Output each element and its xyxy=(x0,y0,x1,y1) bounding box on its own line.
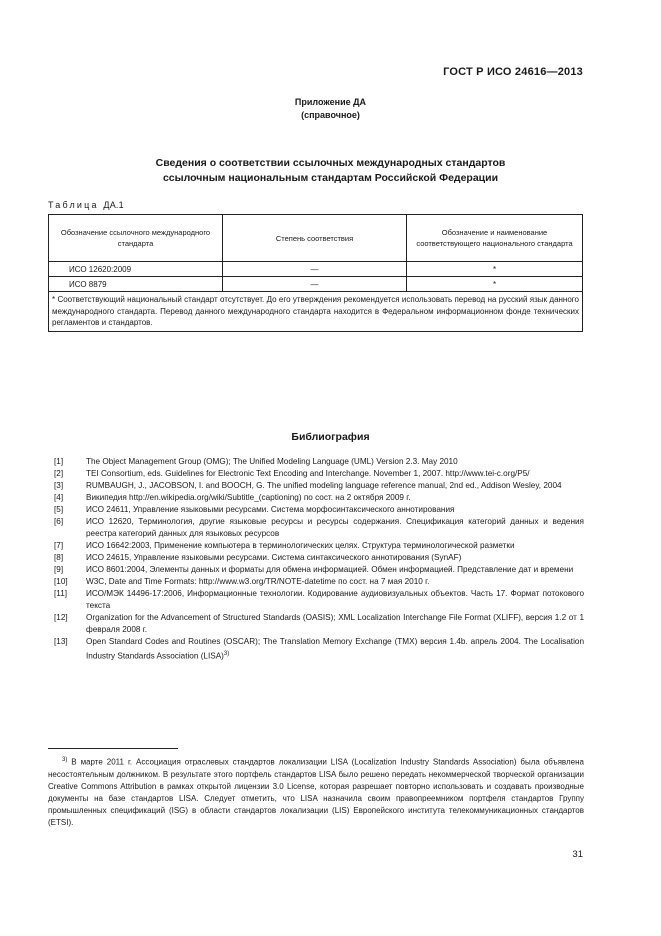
bibliography-item xyxy=(48,516,584,540)
bibliography-text: ИСО 16642:2003, Применение компьютера в терминологических целях. Структура терминологической разметки xyxy=(86,541,515,550)
table-caption-id: ДА.1 xyxy=(103,200,124,210)
bibliography-number: [7] xyxy=(54,541,64,550)
table-header-row xyxy=(49,215,583,262)
footnote-reference: 3) xyxy=(223,651,230,657)
cell-degree: — xyxy=(223,277,407,292)
bibliography-text: ИСО 24611, Управление языковыми ресурсами. Система морфосинтаксического аннотирования xyxy=(86,505,455,514)
bibliography-number: [11] xyxy=(54,589,68,598)
bibliography-number: [9] xyxy=(54,565,64,574)
cell-national: * xyxy=(407,277,583,292)
bibliography-item xyxy=(48,468,584,480)
bibliography-item xyxy=(48,576,584,588)
bibliography-text: ИСО 12620, Терминология, другие языковые ресурсы и ресурсы содержания. Спецификация категорий данных и ведения реестра категорий данных для языковых ресурсов xyxy=(86,517,584,538)
table-note-row xyxy=(49,292,583,332)
cell-designation: ИСО 8879 xyxy=(49,277,223,292)
table-note: * Соответствующий национальный стандарт отсутствует. До его утверждения рекомендуется использовать перевод на русский язык данного международного стандарта. Перевод данного международного стандарта находится в Федеральном информационном фонде технических регламентов и стандартов. xyxy=(49,292,583,332)
footnote xyxy=(48,754,584,829)
page-number: 31 xyxy=(572,849,583,860)
bibliography-item xyxy=(48,636,584,663)
header-national-standard: Обозначение и наименование соответствующего национального стандарта xyxy=(407,215,583,262)
bibliography-number: [4] xyxy=(54,493,64,502)
bibliography-number: [12] xyxy=(54,613,68,622)
cell-degree: — xyxy=(223,262,407,277)
bibliography-item xyxy=(48,540,584,552)
bibliography-number: [2] xyxy=(54,469,64,478)
appendix-heading xyxy=(0,96,661,122)
bibliography-text: TEI Consortium, eds. Guidelines for Electronic Text Encoding and Interchange. November 1, 2007. http://www.tei-c.org/P5/ xyxy=(86,469,530,478)
bibliography-text: Википедия http://en.wikipedia.org/wiki/Subtitle_(captioning) по сост. на 2 октября 2009 г. xyxy=(86,493,411,502)
bibliography-number: [3] xyxy=(54,481,64,490)
bibliography-number: [13] xyxy=(54,637,68,646)
bibliography-text: ИСО/МЭК 14496-17:2006, Информационные технологии. Кодирование аудиовизуальных объектов. Часть 17. Формат потокового текста xyxy=(86,589,584,610)
appendix-label: Приложение ДА xyxy=(294,97,367,107)
footnote-divider xyxy=(48,748,178,749)
footnote-text: В марте 2011 г. Ассоциация отраслевых стандартов локализации LISA (Localization Industry Standards Association) была объявлена несостоятельным должником. В результате этого портфель стандартов LISA было решено передать некоммерческой творческой организации Creative Commons Attribution в рамках открытой лицензии 3.0 License, которая разрешает повторно использовать и создавать производные документы на базе стандартов LISA. Следует отметить, что LISA назначила своим правопреемником портфеля стандартов Группу промышленных спецификаций (ISG) в области стандартов локализации (LIS) Европейского института телекоммуникационных стандартов (ETSI). xyxy=(48,757,584,827)
bibliography-item xyxy=(48,588,584,612)
bibliography-number: [10] xyxy=(54,577,68,586)
bibliography-item xyxy=(48,612,584,636)
correspondence-table xyxy=(48,214,583,332)
bibliography-item xyxy=(48,504,584,516)
bibliography-list xyxy=(48,456,584,663)
bibliography-text: ИСО 24615, Управление языковыми ресурсами. Система синтаксического аннотирования (SynAF) xyxy=(86,553,462,562)
bibliography-text: W3C, Date and Time Formats: http://www.w3.org/TR/NOTE-datetime по сост. на 7 мая 2010 г. xyxy=(86,577,430,586)
table-row xyxy=(49,262,583,277)
document-code-header: ГОСТ Р ИСО 24616—2013 xyxy=(443,66,583,78)
table-caption xyxy=(48,200,124,210)
footnote-mark: 3) xyxy=(62,757,68,763)
bibliography-item xyxy=(48,492,584,504)
header-degree-of-correspondence: Степень соответствия xyxy=(223,215,407,262)
bibliography-item xyxy=(48,552,584,564)
bibliography-number: [5] xyxy=(54,505,64,514)
bibliography-text: Organization for the Advancement of Structured Standards (OASIS); XML Localization Interchange File Format (XLIFF), версия 1.2 от 1 февраля 2008 г. xyxy=(86,613,584,634)
table-caption-word: Таблица xyxy=(48,200,99,210)
section-title-line-2: ссылочным национальным стандартам Российской Федерации xyxy=(162,172,499,184)
bibliography-text: ИСО 8601:2004, Элементы данных и форматы для обмена информацией. Обмен информацией. Представление дат и времени xyxy=(86,565,574,574)
bibliography-item xyxy=(48,564,584,576)
bibliography-text: RUMBAUGH, J., JACOBSON, I. and BOOCH, G. The unified modeling language reference manual, 2nd ed., Addison Wesley, 2004 xyxy=(86,481,562,490)
bibliography-number: [8] xyxy=(54,553,64,562)
table-row xyxy=(49,277,583,292)
bibliography-heading: Библиография xyxy=(291,431,370,443)
bibliography-number: [6] xyxy=(54,517,64,526)
section-title xyxy=(0,156,661,186)
cell-designation: ИСО 12620:2009 xyxy=(49,262,223,277)
bibliography-text: Open Standard Codes and Routines (OSCAR); The Translation Memory Exchange (TMX) версия 1.4b. апрель 2004. The Localisation Industry Standards Association (LISA) xyxy=(86,637,584,661)
header-international-standard: Обозначение ссылочного международного стандарта xyxy=(49,215,223,262)
cell-national: * xyxy=(407,262,583,277)
section-title-line-1: Сведения о соответствии ссылочных международных стандартов xyxy=(155,157,506,169)
bibliography-text: The Object Management Group (OMG); The Unified Modeling Language (UML) Version 2.3. May 2010 xyxy=(86,457,458,466)
bibliography-item xyxy=(48,456,584,468)
bibliography-number: [1] xyxy=(54,457,64,466)
bibliography-item xyxy=(48,480,584,492)
appendix-type: (справочное) xyxy=(301,110,360,120)
